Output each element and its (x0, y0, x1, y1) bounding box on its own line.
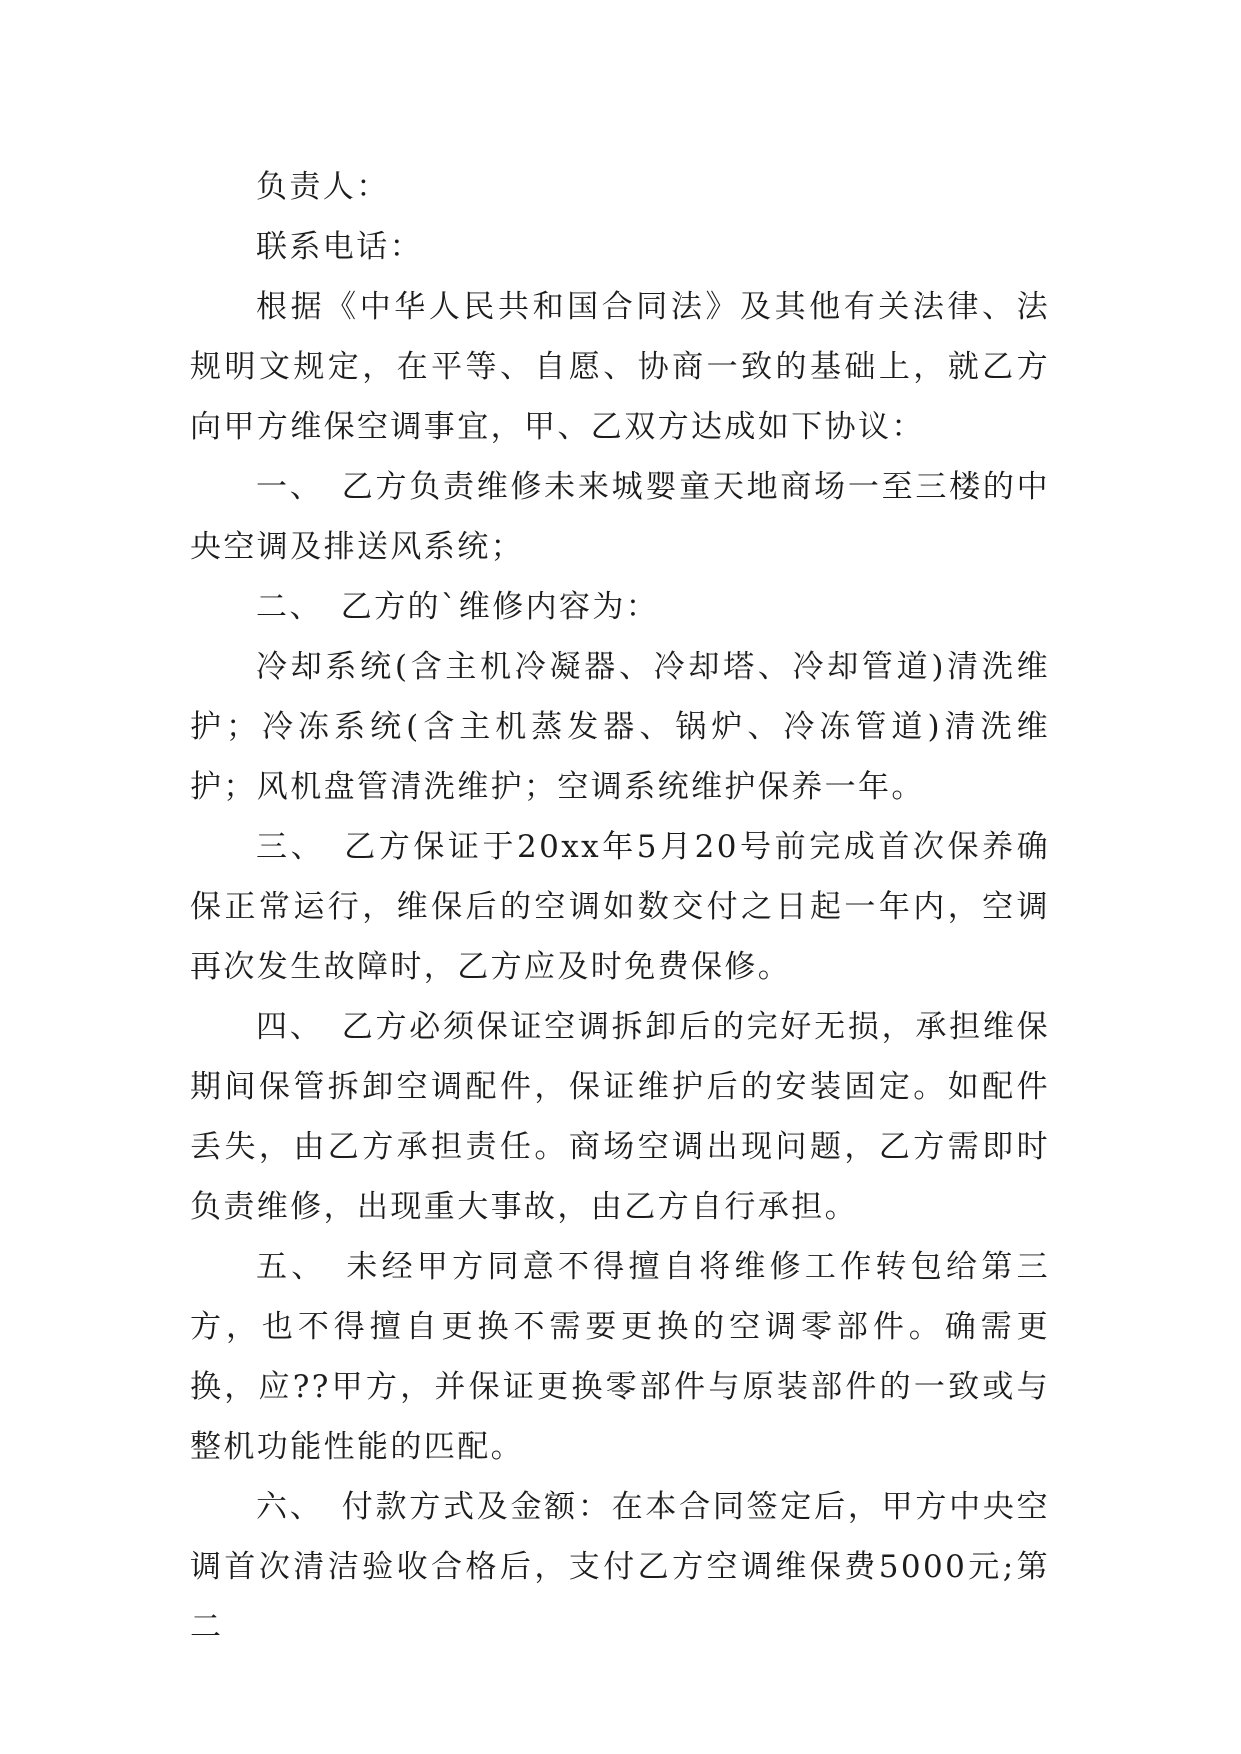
clause-3: 三、 乙方保证于20xx年5月20号前完成首次保养确保正常运行，维保后的空调如数交付之日起一年内，空调再次发生故障时，乙方应及时免费保修。 (190, 829, 1050, 985)
clause-4: 四、 乙方必须保证空调拆卸后的完好无损，承担维保期间保管拆卸空调配件，保证维护后的安装固定。如配件丢失，由乙方承担责任。商场空调出现问题，乙方需即时负责维修，出现重大事故，由乙方自行承担。 (190, 1009, 1050, 1225)
paragraph-responsible-person: 负责人： (256, 169, 390, 205)
paragraph-preamble: 根据《中华人民共和国合同法》及其他有关法律、法规明文规定，在平等、自愿、协商一致的基础上，就乙方向甲方维保空调事宜，甲、乙双方达成如下协议： (190, 289, 1050, 445)
clause-2-details: 冷却系统(含主机冷凝器、冷却塔、冷却管道)清洗维护；冷冻系统(含主机蒸发器、锅炉、冷冻管道)清洗维护；风机盘管清洗维护；空调系统维护保养一年。 (190, 649, 1050, 805)
clause-6: 六、 付款方式及金额：在本合同签定后，甲方中央空调首次清洁验收合格后，支付乙方空调维保费5000元;第二 (190, 1489, 1050, 1645)
clause-2: 二、 乙方的`维修内容为： (256, 589, 660, 625)
contract-body (190, 157, 1050, 1657)
paragraph-contact-phone: 联系电话： (256, 229, 423, 265)
clause-5: 五、 未经甲方同意不得擅自将维修工作转包给第三方，也不得擅自更换不需要更换的空调零部件。确需更换，应??甲方，并保证更换零部件与原装部件的一致或与整机功能性能的匹配。 (190, 1249, 1050, 1465)
clause-1: 一、 乙方负责维修未来城婴童天地商场一至三楼的中央空调及排送风系统； (190, 469, 1050, 565)
